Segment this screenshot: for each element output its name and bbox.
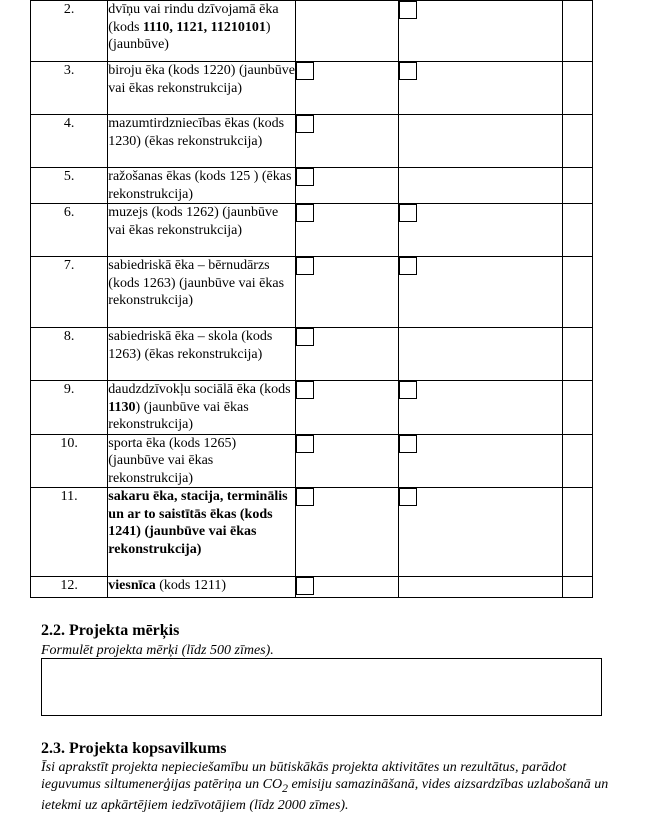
description-text: 1130 <box>108 399 136 415</box>
section-2-2-heading: 2.2. Projekta mērķis <box>41 622 180 639</box>
checkbox[interactable] <box>399 1 417 19</box>
description-text: dvīņu vai rindu dzīvojamā ēka (kods <box>108 2 279 35</box>
checkbox[interactable] <box>296 381 314 399</box>
option-cell-1 <box>296 1 398 62</box>
instruction-text-b: emisiju samazināšanā, vides aizsardzības uzlabošanā un ietekmi uz apkārtējiem iedzīvotājiem (līdz 2000 zīmes). <box>41 777 609 813</box>
option-cell-1 <box>296 577 398 598</box>
table-row <box>31 168 593 204</box>
row-number: 10. <box>31 434 108 488</box>
option-cell-1 <box>296 62 398 115</box>
empty-cell <box>562 328 592 381</box>
description-text: ražošanas ēkas (kods 125 ) (ēkas rekonstrukcija) <box>108 169 292 202</box>
row-number: 9. <box>31 381 108 435</box>
empty-cell <box>562 257 592 328</box>
option-cell-2 <box>398 115 562 168</box>
table-row <box>31 577 593 598</box>
project-goal-input[interactable] <box>41 658 602 716</box>
row-number: 3. <box>31 62 108 115</box>
description-text: sabiedriskā ēka – bērnudārzs (kods 1263) (jaunbūve vai ēkas rekonstrukcija) <box>108 258 285 308</box>
row-description <box>108 1 296 62</box>
checkbox[interactable] <box>296 204 314 222</box>
description-text: daudzdzīvokļu sociālā ēka (kods <box>108 382 291 397</box>
option-cell-1 <box>296 381 398 435</box>
option-cell-1 <box>296 204 398 257</box>
checkbox[interactable] <box>399 204 417 222</box>
option-cell-2 <box>398 577 562 598</box>
option-cell-2 <box>398 1 562 62</box>
option-cell-1 <box>296 115 398 168</box>
empty-cell <box>562 488 592 577</box>
section-2-2-instruction: Formulēt projekta mērķi (līdz 500 zīmes). <box>41 643 274 658</box>
checkbox[interactable] <box>399 488 417 506</box>
row-description <box>108 328 296 381</box>
checkbox[interactable] <box>399 381 417 399</box>
row-description <box>108 577 296 598</box>
row-number: 4. <box>31 115 108 168</box>
description-text: ) (jaunbūve) <box>108 19 271 52</box>
option-cell-2 <box>398 381 562 435</box>
row-description <box>108 62 296 115</box>
row-number: 2. <box>31 1 108 62</box>
row-description <box>108 168 296 204</box>
description-text: mazumtirdzniecības ēkas (kods 1230) (ēkas rekonstrukcija) <box>108 116 285 149</box>
checkbox[interactable] <box>296 488 314 506</box>
description-text: ) (jaunbūve vai ēkas rekonstrukcija) <box>108 399 249 432</box>
row-number: 6. <box>31 204 108 257</box>
table-row <box>31 62 593 115</box>
empty-cell <box>562 115 592 168</box>
option-cell-1 <box>296 328 398 381</box>
option-cell-2 <box>398 62 562 115</box>
empty-cell <box>562 577 592 598</box>
building-type-table <box>30 0 593 598</box>
empty-cell <box>562 62 592 115</box>
checkbox[interactable] <box>296 435 314 453</box>
table-row <box>31 434 593 488</box>
empty-cell <box>562 204 592 257</box>
table-row <box>31 204 593 257</box>
option-cell-1 <box>296 257 398 328</box>
row-number: 8. <box>31 328 108 381</box>
table-row <box>31 488 593 577</box>
description-text: (kods 1211) <box>155 578 227 593</box>
row-description <box>108 257 296 328</box>
checkbox[interactable] <box>296 257 314 275</box>
description-text: sporta ēka (kods 1265) (jaunbūve vai ēkas rekonstrukcija) <box>108 435 237 486</box>
section-2-3-instruction <box>41 759 621 814</box>
option-cell-2 <box>398 168 562 204</box>
empty-cell <box>562 168 592 204</box>
row-description <box>108 204 296 257</box>
row-description <box>108 488 296 577</box>
option-cell-1 <box>296 168 398 204</box>
row-number: 12. <box>31 577 108 598</box>
row-description <box>108 381 296 435</box>
table-row <box>31 328 593 381</box>
description-text: 1110, 1121, 11210101 <box>142 19 266 35</box>
checkbox[interactable] <box>296 115 314 133</box>
option-cell-2 <box>398 434 562 488</box>
checkbox[interactable] <box>399 257 417 275</box>
instruction-text-a: Īsi aprakstīt projekta nepieciešamību un būtiskākās projekta aktivitātes un rezultātus, parādot ieguvumus siltumenerģijas patēriņa un CO <box>41 760 567 792</box>
row-number: 7. <box>31 257 108 328</box>
description-text: viesnīca <box>108 578 156 593</box>
checkbox[interactable] <box>296 577 314 595</box>
checkbox[interactable] <box>399 435 417 453</box>
option-cell-1 <box>296 488 398 577</box>
option-cell-2 <box>398 257 562 328</box>
row-number: 11. <box>31 488 108 577</box>
table-row <box>31 115 593 168</box>
option-cell-2 <box>398 204 562 257</box>
description-text: muzejs (kods 1262) (jaunbūve vai ēkas rekonstrukcija) <box>108 205 279 238</box>
row-description <box>108 115 296 168</box>
option-cell-1 <box>296 434 398 488</box>
row-description <box>108 434 296 488</box>
row-number: 5. <box>31 168 108 204</box>
checkbox[interactable] <box>399 62 417 80</box>
description-text: sabiedriskā ēka – skola (kods 1263) (ēkas rekonstrukcija) <box>108 329 273 362</box>
checkbox[interactable] <box>296 328 314 346</box>
table-row <box>31 381 593 435</box>
checkbox[interactable] <box>296 62 314 80</box>
empty-cell <box>562 381 592 435</box>
empty-cell <box>562 434 592 488</box>
option-cell-2 <box>398 488 562 577</box>
section-2-3-heading: 2.3. Projekta kopsavilkums <box>41 740 227 757</box>
checkbox[interactable] <box>296 168 314 186</box>
table-row <box>31 1 593 62</box>
empty-cell <box>562 1 592 62</box>
table-row <box>31 257 593 328</box>
description-text: sakaru ēka, stacija, terminālis un ar to saistītās ēkas (kods 1241) (jaunbūve vai ēkas rekonstrukcija) <box>108 489 288 557</box>
instruction-subscript: 2 <box>282 781 288 795</box>
description-text: biroju ēka (kods 1220) (jaunbūve vai ēkas rekonstrukcija) <box>108 63 295 96</box>
option-cell-2 <box>398 328 562 381</box>
